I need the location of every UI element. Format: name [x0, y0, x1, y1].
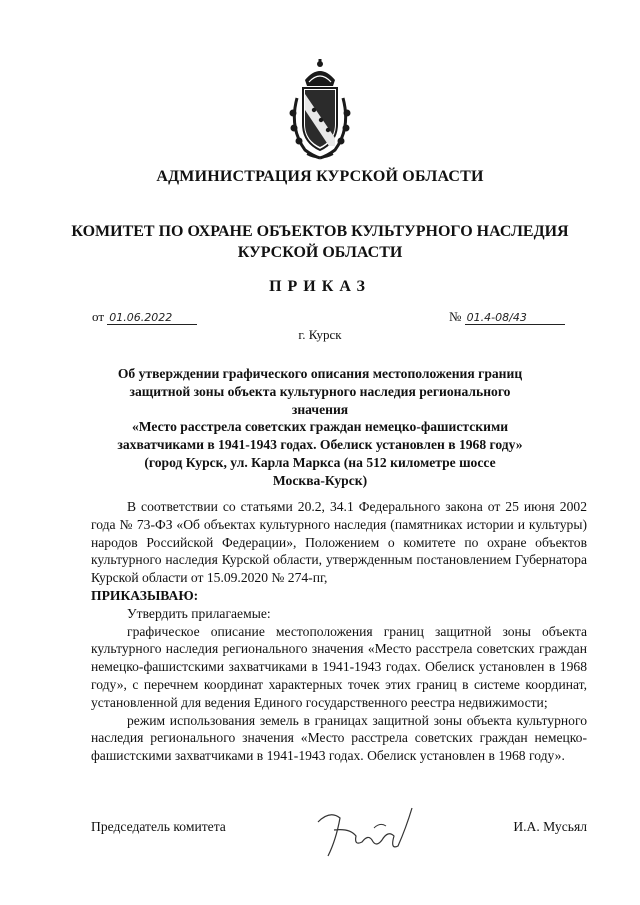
committee-heading-line: КУРСКОЙ ОБЛАСТИ: [237, 244, 403, 261]
title-line: «Место расстрела советских граждан немецко-фашистскими: [131, 419, 509, 435]
coat-of-arms-emblem: [283, 58, 357, 162]
number-value: 01.4-08/43: [465, 311, 565, 325]
order-heading: ПРИКАЗ: [269, 278, 371, 295]
order-command: ПРИКАЗЫВАЮ:: [91, 587, 199, 603]
approved-item: режим использования земель в границах защитной зоны объекта культурного наследия регионального значения «Место расстрела советских граждан немецко-фашистскими захватчиками в 1941-1943 годах. Обелиск установлен в 1968 году».: [91, 712, 587, 764]
title-line: (город Курск, ул. Карла Маркса (на 512 километре шоссе: [144, 454, 496, 470]
date-value: 01.06.2022: [107, 311, 197, 325]
title-line: защитной зоны объекта культурного наследия регионального значения: [129, 383, 511, 417]
signer-position: Председатель комитета: [91, 819, 226, 834]
approved-item: графическое описание местоположения границ защитной зоны объекта культурного наследия регионального значения «Место расстрела советских граждан немецко-фашистскими захватчиками в 1941-1943 годах. Обелиск установлен в 1968 году», с перечнем координат характерных точек этих границ в системе координат, установленной для ведения Единого государственного реестра недвижимости;: [91, 623, 587, 710]
signer-name: И.А. Мусьял: [513, 819, 587, 834]
order-date: [92, 309, 197, 325]
number-prefix: №: [449, 309, 462, 324]
order-number: [449, 309, 565, 325]
city: г. Курск: [298, 327, 342, 342]
title-line: Об утверждении графического описания местоположения границ: [117, 366, 523, 381]
intro-paragraph: В соответствии со статьями 20.2, 34.1 Федерального закона от 25 июня 2002 года № 73-ФЗ «Об объектах культурного наследия (памятниках истории и культуры) народов Российской Федерации», Положением о комитете по охране объектов культурного наследия Курской области, утвержденным постановлением Губернатора Курской области от 15.09.2020 № 274-пг,: [91, 499, 587, 586]
handwritten-signature: [310, 800, 420, 862]
administration-heading: АДМИНИСТРАЦИЯ КУРСКОЙ ОБЛАСТИ: [156, 168, 484, 185]
order-body: [91, 498, 587, 765]
committee-heading-line: КОМИТЕТ ПО ОХРАНЕ ОБЪЕКТОВ КУЛЬТУРНОГО НАСЛЕДИЯ: [71, 223, 569, 240]
order-title: [100, 365, 540, 490]
approve-paragraph: Утвердить прилагаемые:: [127, 605, 271, 621]
title-line: захватчиками в 1941-1943 годах. Обелиск установлен в 1968 году»: [117, 437, 523, 453]
title-line: Москва-Курск): [272, 472, 368, 488]
committee-heading: [0, 221, 640, 263]
date-prefix: от: [92, 309, 105, 324]
